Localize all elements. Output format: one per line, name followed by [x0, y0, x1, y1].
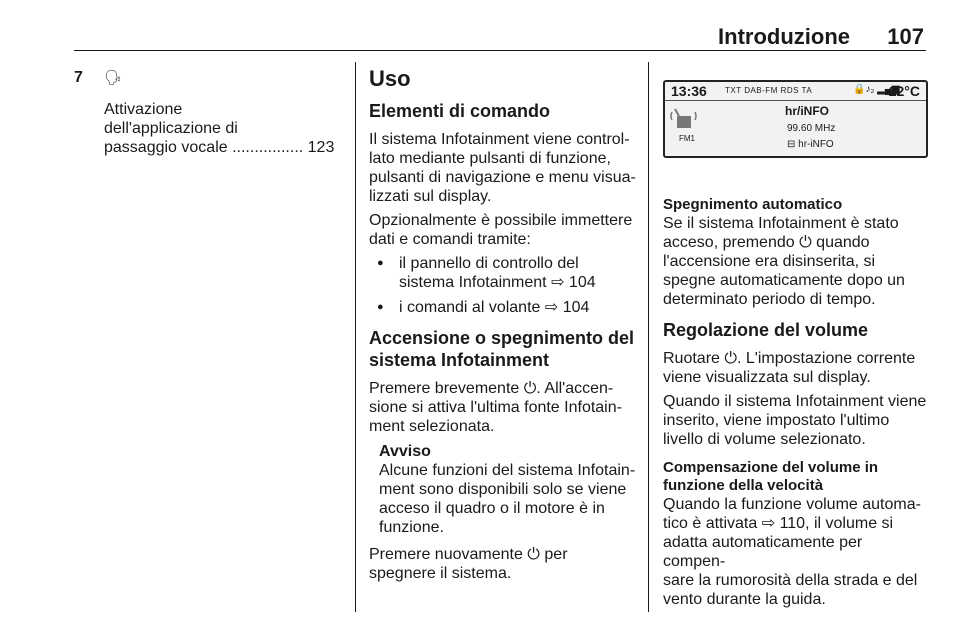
text-line: vento durante la guida.: [663, 591, 826, 608]
text-line: dati e comandi tramite:: [369, 231, 531, 248]
toc-entry[interactable]: [104, 100, 369, 157]
text-line: Quando il sistema Infotainment viene: [663, 393, 927, 410]
paragraph: [369, 545, 637, 583]
paragraph: [369, 130, 637, 206]
heading-line: Accensione o spegnimento del: [369, 328, 635, 348]
paragraph: [369, 211, 637, 249]
heading-line: sistema Infotainment: [369, 350, 550, 370]
text-line: inserito, viene impostato l'ultimo: [663, 412, 890, 429]
infotainment-display-illustration: [663, 80, 928, 158]
subheading-volume: Regolazione del volume: [663, 320, 869, 340]
note-title: Avviso: [379, 443, 431, 460]
display-station-name: hr/iNFO: [785, 104, 829, 118]
voice-command-icon: 🗣: [104, 69, 122, 85]
text-line: ment selezionata.: [369, 418, 495, 435]
subheading-power: [369, 327, 637, 371]
text-line: Premere nuovamente ⏻ per: [369, 546, 568, 563]
paragraph: [663, 214, 928, 309]
section-heading: Uso: [369, 66, 411, 91]
paragraph: [663, 495, 928, 609]
text-line: adatta automaticamente per compen-: [663, 534, 863, 570]
bullet-item: [369, 254, 637, 292]
bullet-item: [369, 298, 637, 317]
toc-line: passaggio vocale ................ 123: [104, 139, 335, 156]
page-number: 107: [887, 24, 924, 49]
text-line: acceso il quadro o il motore è in: [379, 500, 605, 517]
column-divider-right: [648, 62, 649, 612]
text-line: livello di volume selezionato.: [663, 431, 866, 448]
cross-reference-link[interactable]: ● i comandi al volante ⇨ 104: [399, 299, 590, 316]
header-rule: [74, 50, 926, 51]
text-line: Alcune funzioni del sistema Infotain-: [379, 462, 636, 479]
cross-reference-link[interactable]: sistema Infotainment ⇨ 104: [399, 274, 596, 291]
display-frequency: 99.60 MHz: [787, 123, 836, 134]
display-band: FM1: [679, 134, 695, 143]
text-line: Opzionalmente è possibile immettere: [369, 212, 633, 229]
middle-column: [369, 66, 637, 583]
radio-icon: [669, 108, 699, 130]
right-column: [663, 196, 928, 609]
cross-reference-link[interactable]: tico è attivata ⇨ 110, il volume si: [663, 515, 894, 532]
display-status-icons: 🔒♪₂ ▂▄▆: [853, 84, 900, 95]
toc-number: 7: [74, 69, 83, 86]
text-line: pulsanti di navigazione e menu visua-: [369, 169, 636, 186]
text-line: funzione.: [379, 519, 444, 536]
paragraph: [369, 379, 637, 436]
toc-line: dell'applicazione di: [104, 120, 238, 137]
text-line: determinato periodo di tempo.: [663, 291, 876, 308]
text-line: Ruotare ⏻. L'impostazione corrente: [663, 350, 916, 367]
heading-line: Compensazione del volume in: [663, 459, 879, 476]
text-line: ment sono disponibili solo se viene: [379, 481, 627, 498]
text-line: l'accensione era disinserita, si: [663, 253, 876, 270]
display-flags: TXT DAB-FM RDS TA: [725, 86, 813, 95]
paragraph: [663, 392, 928, 449]
page-header-title: Introduzione: [718, 24, 850, 49]
text-line: lizzati sul display.: [369, 188, 492, 205]
text-line: sione si attiva l'ultima fonte Infotain-: [369, 399, 622, 416]
subheading-auto-off: Spegnimento automatico: [663, 196, 843, 213]
display-rds-text: ⊟ hr-iNFO: [787, 139, 834, 150]
display-clock: 13:36: [671, 83, 707, 99]
text-line: acceso, premendo ⏻ quando: [663, 234, 870, 251]
text-line: Quando la funzione volume automa-: [663, 496, 921, 513]
display-temperature: 22°C: [888, 83, 920, 99]
text-line: sare la rumorosità della strada e del: [663, 572, 918, 589]
paragraph: [663, 349, 928, 387]
toc-line: Attivazione: [104, 101, 183, 118]
toc-column: [74, 68, 344, 188]
text-line: lato mediante pulsanti di funzione,: [369, 150, 611, 167]
text-line: ● il pannello di controllo del: [399, 255, 579, 272]
heading-line: funzione della velocità: [663, 477, 824, 494]
text-line: Il sistema Infotainment viene control-: [369, 131, 630, 148]
text-line: Premere brevemente ⏻. All'accen-: [369, 380, 614, 397]
text-line: spegnere il sistema.: [369, 565, 512, 582]
text-line: spegne automaticamente dopo un: [663, 272, 905, 289]
subheading-speed-volume: [663, 459, 928, 495]
text-line: Se il sistema Infotainment è stato: [663, 215, 899, 232]
subheading-controls: Elementi di comando: [369, 101, 551, 121]
note-box: [369, 442, 637, 537]
text-line: viene visualizzata sul display.: [663, 369, 871, 386]
